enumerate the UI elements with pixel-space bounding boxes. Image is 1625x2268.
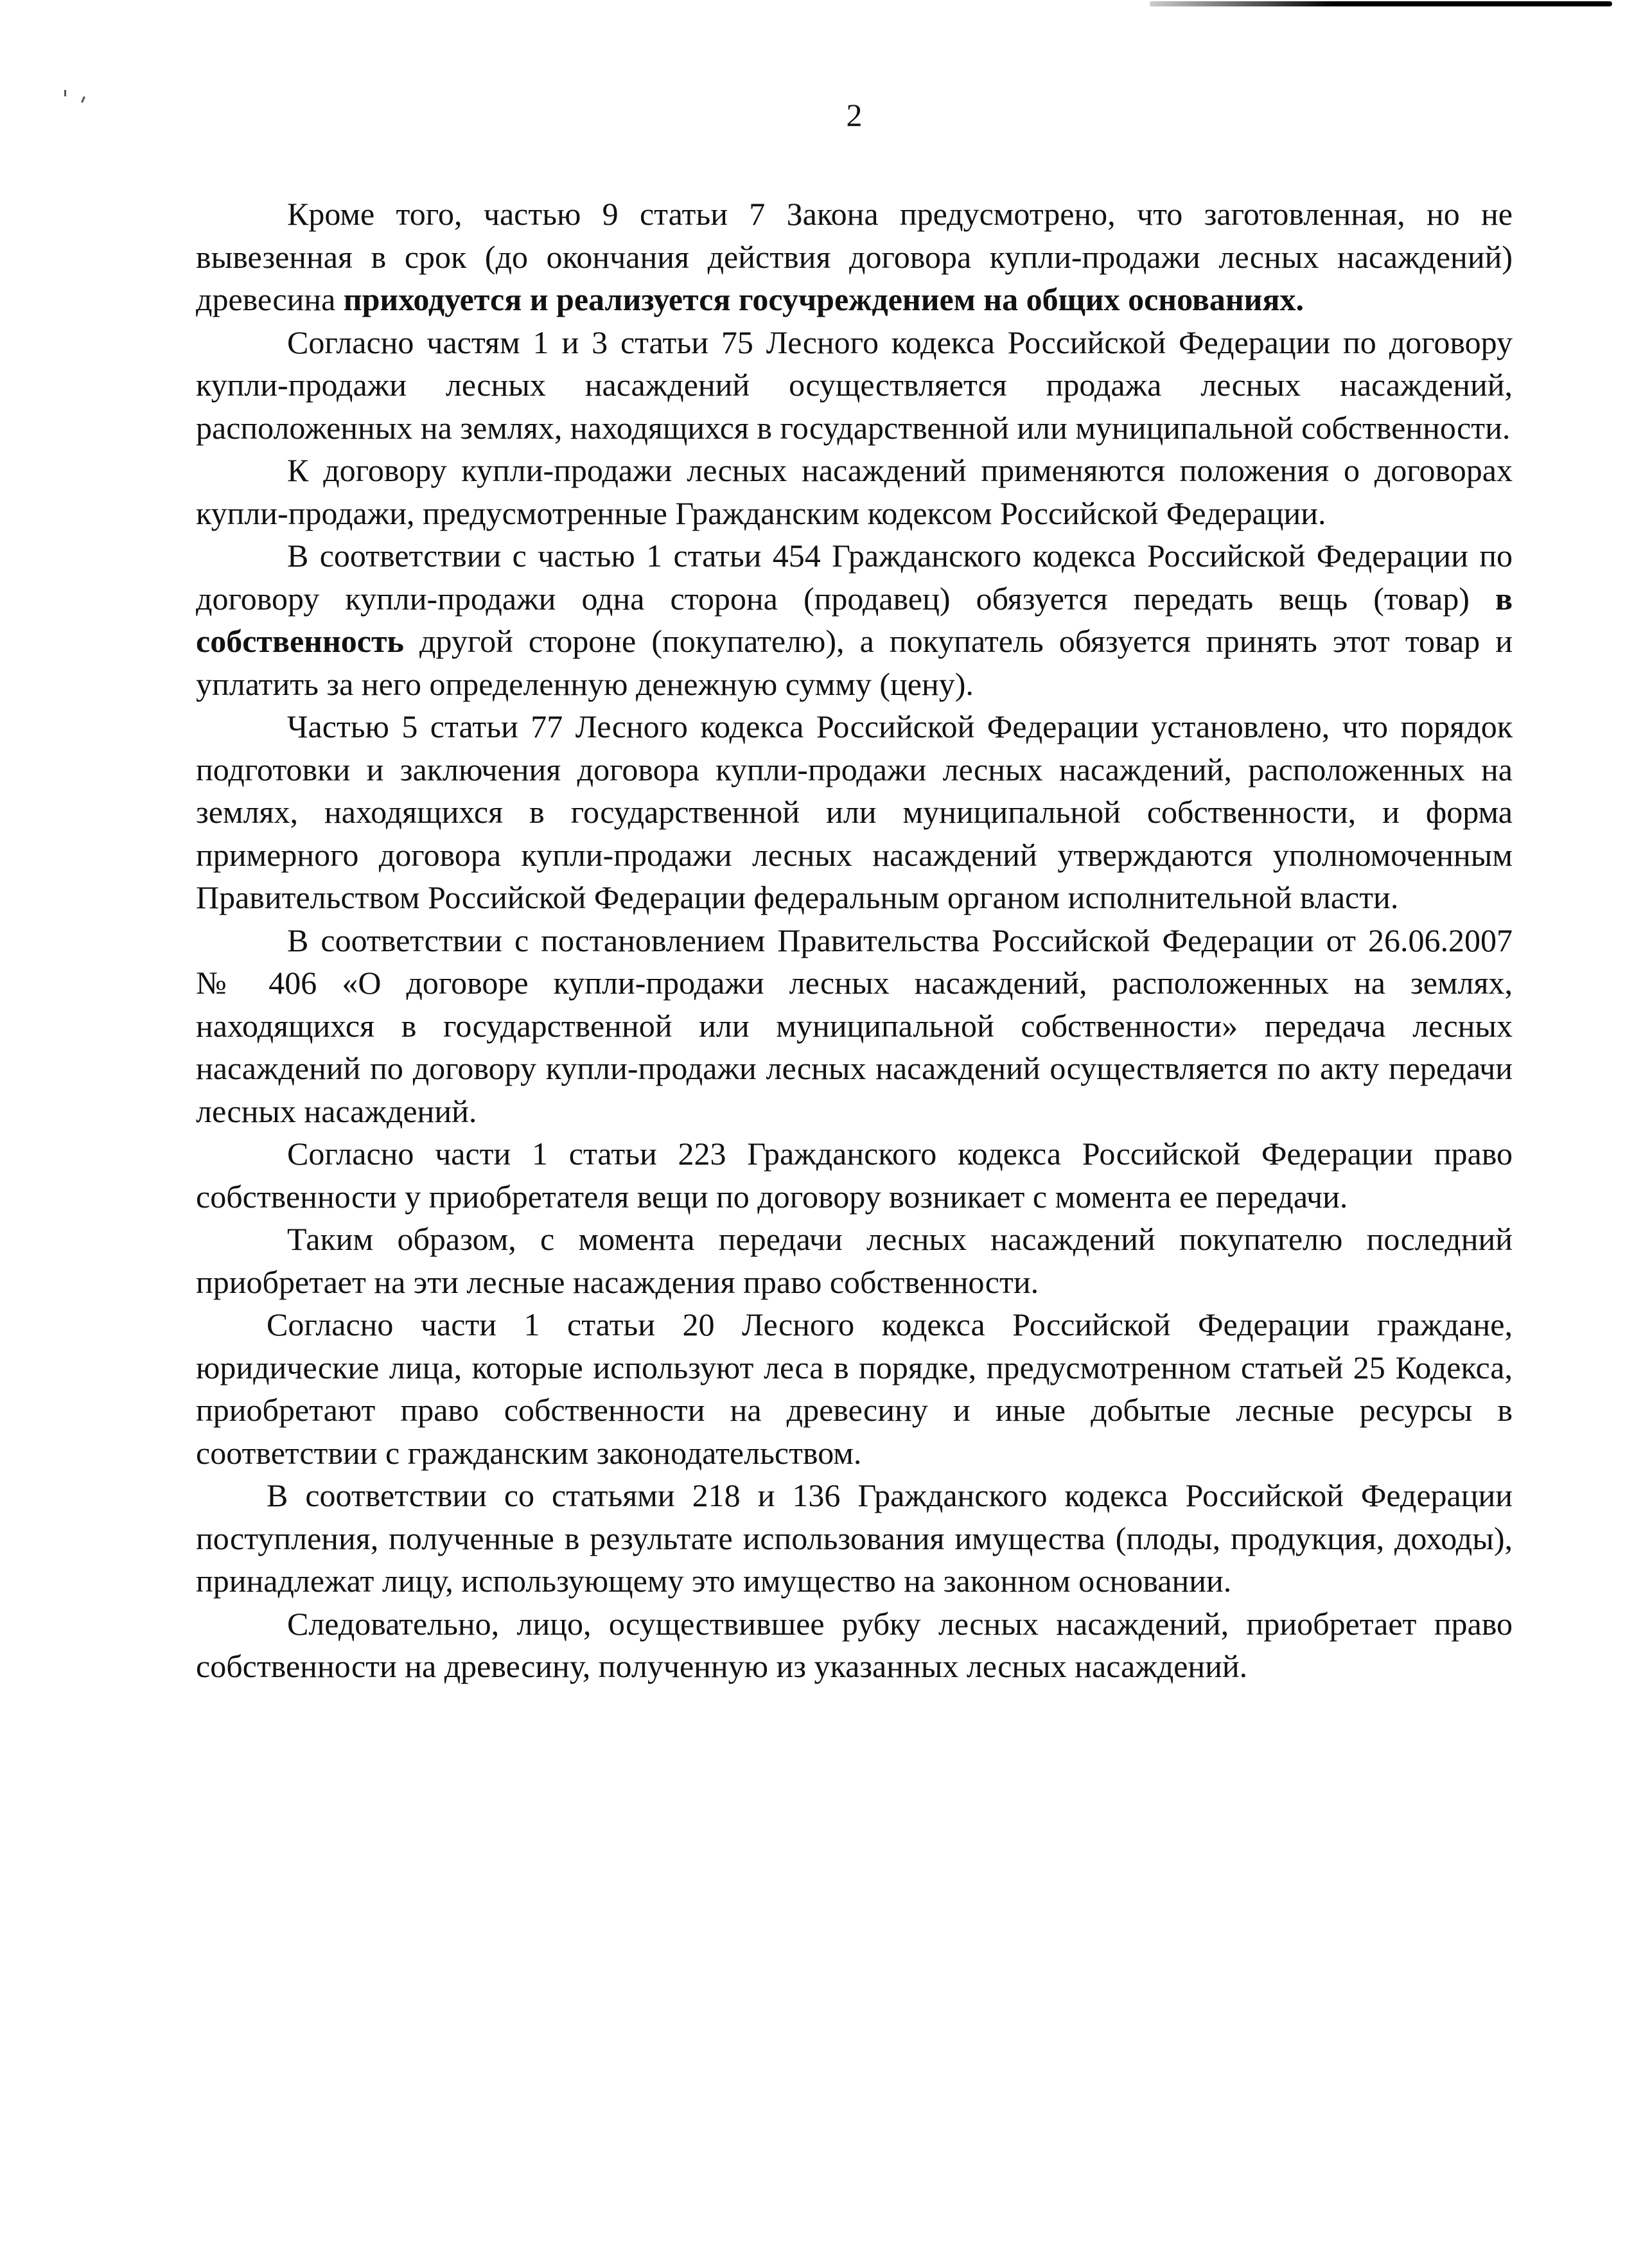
paragraph [196,1218,1513,1303]
document-body [196,193,1513,1688]
paragraph [196,1603,1513,1688]
paragraph [196,705,1513,919]
scan-artifact-line [1150,1,1612,6]
paragraph [196,449,1513,534]
text-segment: К договору купли-продажи лесных насаждений применяются положения о договорах купли-продажи, предусмотренные Гражданским кодексом Российской Федерации. [196,452,1513,531]
paragraph [196,1303,1513,1474]
paragraph [196,919,1513,1133]
scan-speck [64,90,66,96]
paragraph [196,1474,1513,1603]
paragraph [196,193,1513,321]
text-segment: Кроме того, частью 9 статьи 7 Закона предусмотрено, что заготовленная, но не вывезенная в срок (до окончания действия договора купли-продажи лесных насаждений) древесина [196,196,1513,317]
text-segment: другой стороне (покупателю), а покупатель обязуется принять этот товар и уплатить за него определенную денежную сумму (цену). [196,623,1513,702]
text-segment: Согласно части 1 статьи 223 Гражданского кодекса Российской Федерации право собственности у приобретателя вещи по договору возникает с момента ее передачи. [196,1136,1513,1215]
paragraph [196,534,1513,705]
paragraph [196,321,1513,450]
page-number: 2 [846,97,863,133]
paragraph [196,1132,1513,1218]
text-segment: Следовательно, лицо, осуществившее рубку лесных насаждений, приобретает право собственности на древесину, полученную из указанных лесных насаждений. [196,1605,1513,1684]
bold-text-segment: в собственность [196,580,1513,659]
text-segment: Частью 5 статьи 77 Лесного кодекса Российской Федерации установлено, что порядок подготовки и заключения договора купли-продажи лесных насаждений, расположенных на землях, находящихся в государственной или муниципальной собственности, и форма примерного договора купли-продажи лесных насаждений утверждаются уполномоченным Правительством Российской Федерации федеральным органом исполнительной власти. [196,708,1513,915]
text-segment: Согласно части 1 статьи 20 Лесного кодекса Российской Федерации граждане, юридические лица, которые используют леса в порядке, предусмотренном статьей 25 Кодекса, приобретают право собственности на древесину и иные добытые лесные ресурсы в соответствии с гражданским законодательством. [196,1306,1513,1471]
bold-text-segment: приходуется и реализуется госучреждением на общих основаниях. [343,281,1304,317]
text-segment: Таким образом, с момента передачи лесных насаждений покупателю последний приобретает на эти лесные насаждения право собственности. [196,1221,1513,1300]
text-segment: В соответствии со статьями 218 и 136 Гражданского кодекса Российской Федерации поступления, полученные в результате использования имущества (плоды, продукция, доходы), принадлежат лицу, использующему это имущество на законном основании. [196,1477,1513,1599]
text-segment: В соответствии с постановлением Правительства Российской Федерации от 26.06.2007 № 406 «О договоре купли-продажи лесных насаждений, расположенных на землях, находящихся в государственной или муниципальной собственности» передача лесных насаждений по договору купли-продажи лесных насаждений осуществляется по акту передачи лесных насаждений. [196,922,1513,1129]
text-segment: Согласно частям 1 и 3 статьи 75 Лесного кодекса Российской Федерации по договору купли-продажи лесных насаждений осуществляется продажа лесных насаждений, расположенных на землях, находящихся в государственной или муниципальной собственности. [196,324,1513,446]
text-segment: В соответствии с частью 1 статьи 454 Гражданского кодекса Российской Федерации по договору купли-продажи одна сторона (продавец) обязуется передать вещь (товар) [196,538,1513,617]
